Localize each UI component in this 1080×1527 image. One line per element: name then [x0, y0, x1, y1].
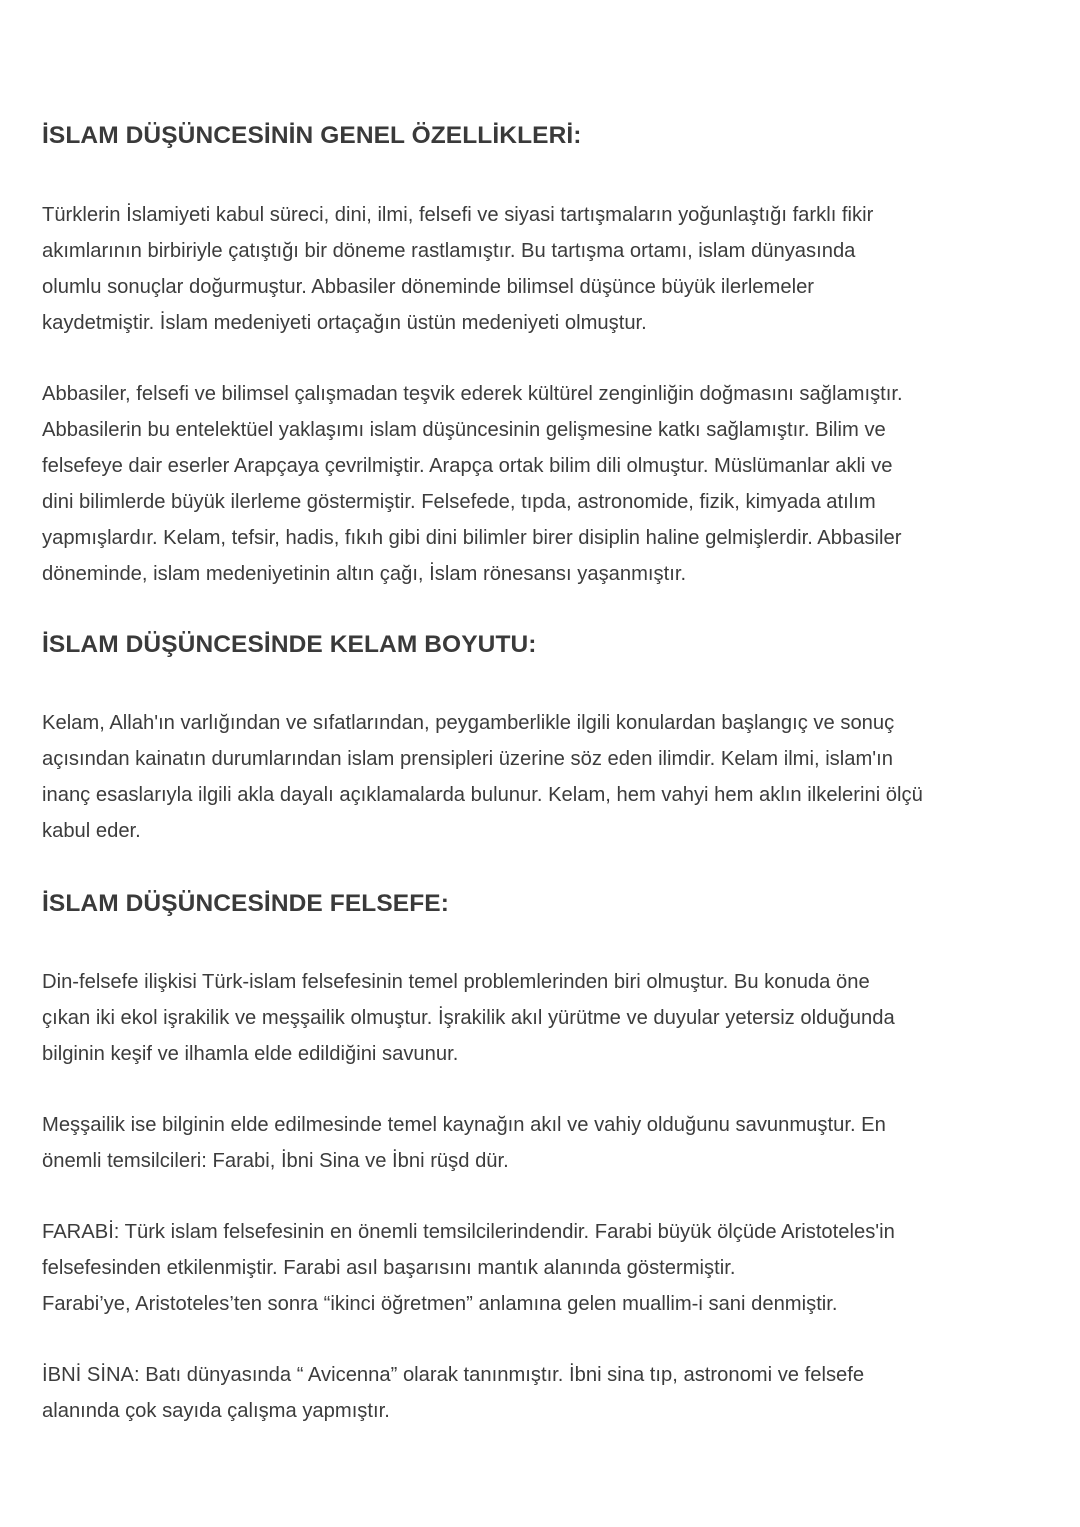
paragraph-abbasids — [42, 376, 1042, 592]
paragraph-kelam-definition — [42, 705, 1042, 849]
text-line: Türklerin İslamiyeti kabul süreci, dini, ilmi, felsefi ve siyasi tartışmaların yoğunlaştığı farklı fikir — [42, 204, 874, 226]
paragraph-ibni-sina — [42, 1357, 1042, 1429]
text-line: inanç esaslarıyla ilgili akla dayalı açıklamalarda bulunur. Kelam, hem vahyi hem aklın ilkelerini ölçü — [42, 784, 923, 806]
text-line: açısından kainatın durumlarından islam prensipleri üzerine söz eden ilimdir. Kelam ilmi, islam'ın — [42, 748, 893, 770]
text-line: döneminde, islam medeniyetinin altın çağı, İslam rönesansı yaşanmıştır. — [42, 563, 687, 585]
text-line: Kelam, Allah'ın varlığından ve sıfatlarından, peygamberlikle ilgili konulardan başlangıç ve sonuç — [42, 712, 895, 734]
paragraph-religion-philosophy — [42, 964, 1042, 1072]
text-line: alanında çok sayıda çalışma yapmıştır. — [42, 1400, 390, 1422]
text-line: Abbasiler, felsefi ve bilimsel çalışmadan teşvik ederek kültürel zenginliğin doğmasını sağlamıştır. — [42, 383, 903, 405]
section-heading-philosophy: İSLAM DÜŞÜNCESİNDE FELSEFE: — [42, 890, 449, 917]
text-line: Din-felsefe ilişkisi Türk-islam felsefesinin temel problemlerinden biri olmuştur. Bu konuda öne — [42, 971, 870, 993]
text-line: bilginin keşif ve ilhamla elde edildiğini savunur. — [42, 1043, 459, 1065]
text-line: kaydetmiştir. İslam medeniyeti ortaçağın üstün medeniyeti olmuştur. — [42, 312, 647, 334]
text-line: çıkan iki ekol işrakilik ve meşşailik olmuştur. İşrakilik akıl yürütme ve duyular yetersiz olduğunda — [42, 1007, 895, 1029]
text-line: felsefesinden etkilenmiştir. Farabi asıl başarısını mantık alanında göstermiştir. — [42, 1257, 736, 1279]
text-line: İBNİ SİNA: Batı dünyasında “ Avicenna” olarak tanınmıştır. İbni sina tıp, astronomi ve felsefe — [42, 1364, 865, 1386]
text-line: dini bilimlerde büyük ilerleme göstermiştir. Felsefede, tıpda, astronomide, fizik, kimyada atılım — [42, 491, 876, 513]
text-line: akımlarının birbiriyle çatıştığı bir döneme rastlamıştır. Bu tartışma ortamı, islam dünyasında — [42, 240, 856, 262]
section-heading-kelam: İSLAM DÜŞÜNCESİNDE KELAM BOYUTU: — [42, 631, 537, 658]
text-line: kabul eder. — [42, 820, 141, 842]
text-line: Meşşailik ise bilginin elde edilmesinde temel kaynağın akıl ve vahiy olduğunu savunmuştur. En — [42, 1114, 886, 1136]
text-line: Farabi’ye, Aristoteles’ten sonra “ikinci öğretmen” anlamına gelen muallim-i sani denmiştir. — [42, 1293, 838, 1315]
text-line: felsefeye dair eserler Arapçaya çevrilmiştir. Arapça ortak bilim dili olmuştur. Müslümanlar akli ve — [42, 455, 893, 477]
text-line: önemli temsilcileri: Farabi, İbni Sina ve İbni rüşd dür. — [42, 1150, 509, 1172]
text-line: olumlu sonuçlar doğurmuştur. Abbasiler döneminde bilimsel düşünce büyük ilerlemeler — [42, 276, 815, 298]
paragraph-messailik — [42, 1107, 1042, 1179]
text-line: yapmışlardır. Kelam, tefsir, hadis, fıkıh gibi dini bilimler birer disiplin haline gelmişlerdir. Abbasiler — [42, 527, 902, 549]
paragraph-turkish-islam-acceptance — [42, 197, 1042, 341]
text-line: Abbasilerin bu entelektüel yaklaşımı islam düşüncesinin gelişmesine katkı sağlamıştır. Bilim ve — [42, 419, 886, 441]
section-heading-general-features: İSLAM DÜŞÜNCESİNİN GENEL ÖZELLİKLERİ: — [42, 122, 582, 149]
text-line: FARABİ: Türk islam felsefesinin en önemli temsilcilerindendir. Farabi büyük ölçüde Aristoteles'in — [42, 1221, 895, 1243]
paragraph-farabi — [42, 1214, 1042, 1322]
